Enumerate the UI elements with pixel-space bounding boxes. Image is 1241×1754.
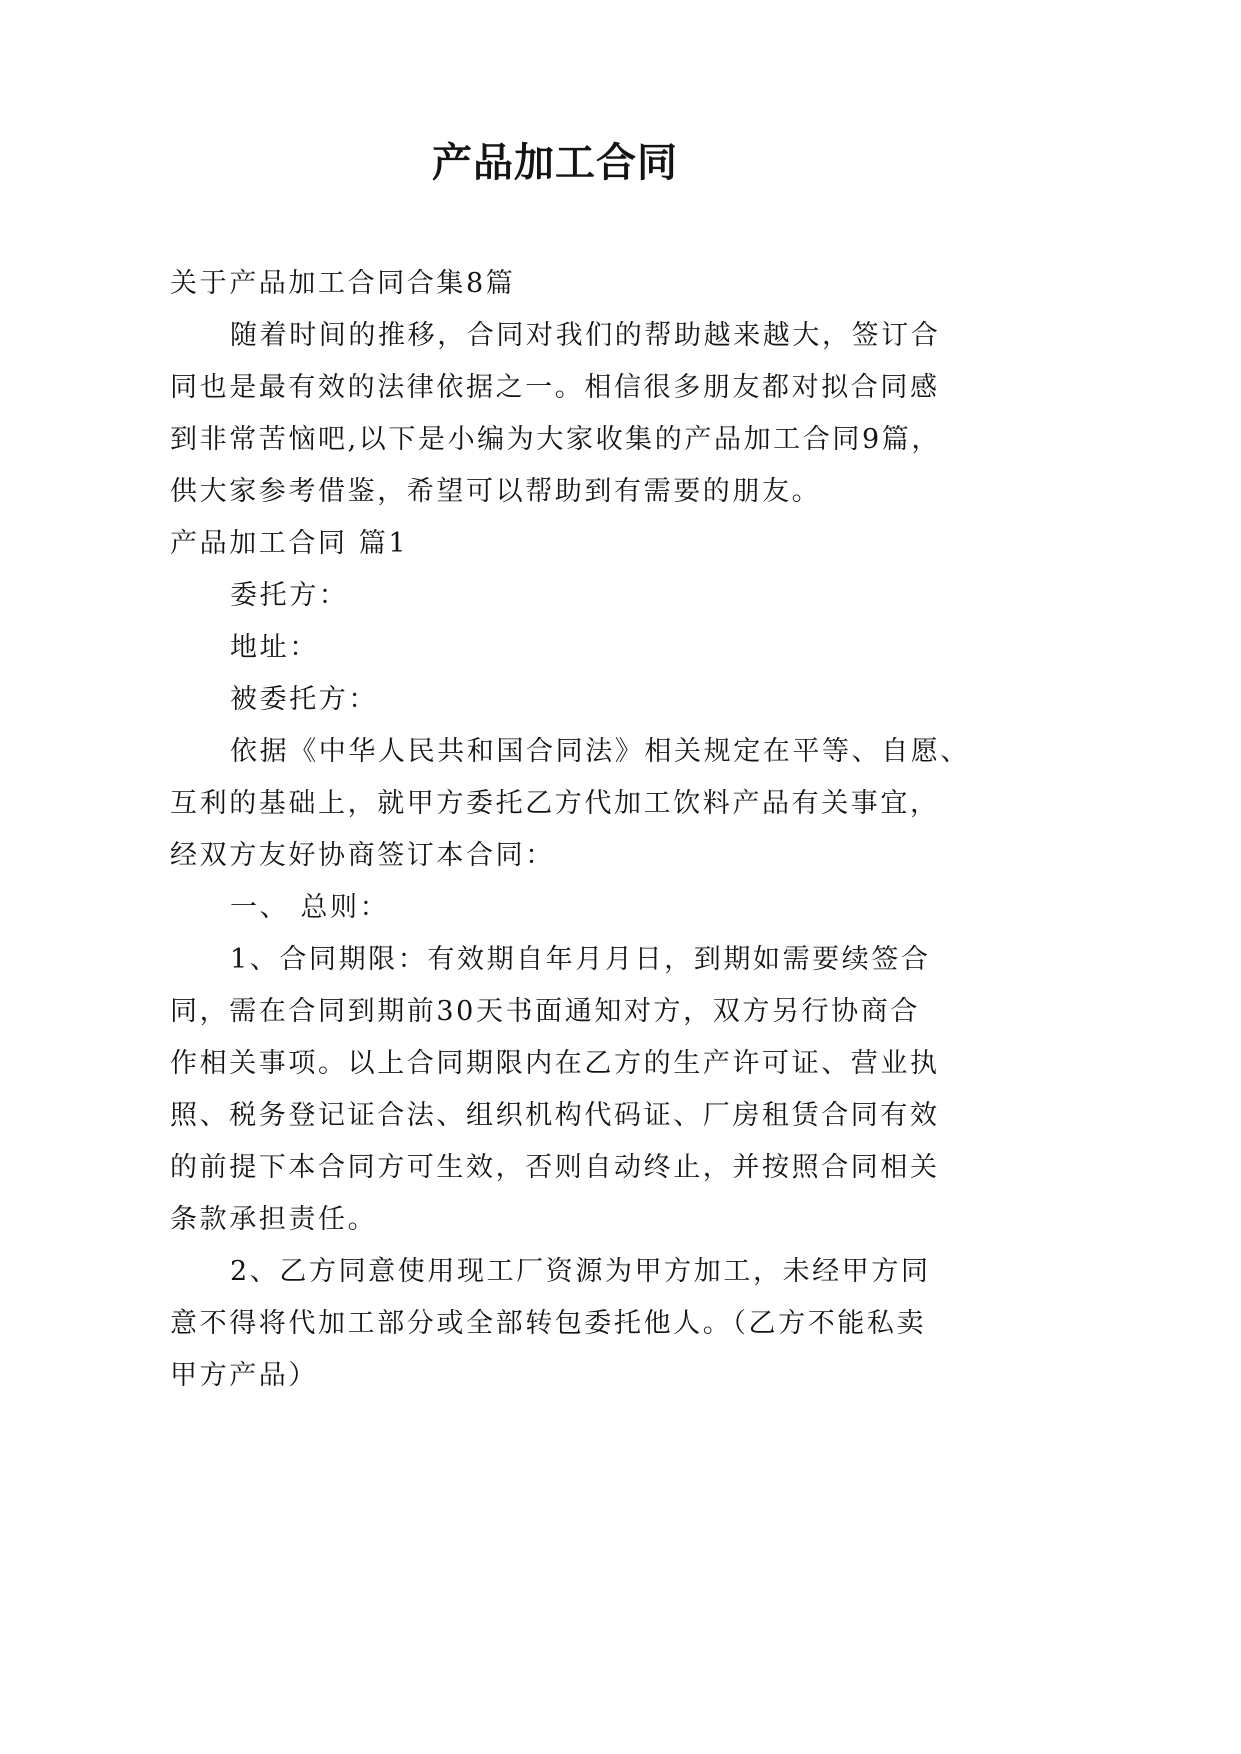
intro-paragraph-line: 到非常苦恼吧,以下是小编为大家收集的产品加工合同9篇， xyxy=(170,424,941,455)
intro-paragraph-line: 随着时间的推移，合同对我们的帮助越来越大，签订合 xyxy=(230,320,941,351)
clause-1-line: 同，需在合同到期前30天书面通知对方，双方另行协商合 xyxy=(170,996,920,1027)
clause-1-line: 1、合同期限：有效期自年月月日，到期如需要续签合 xyxy=(230,944,931,975)
clause-1-line: 作相关事项。以上合同期限内在乙方的生产许可证、营业执 xyxy=(170,1048,940,1079)
preamble-line: 互利的基础上，就甲方委托乙方代加工饮料产品有关事宜， xyxy=(170,788,940,819)
clause-2-line: 意不得将代加工部分或全部转包委托他人。（乙方不能私卖 xyxy=(170,1308,927,1339)
clause-2-line: 甲方产品） xyxy=(170,1360,318,1391)
intro-paragraph-line: 同也是最有效的法律依据之一。相信很多朋友都对拟合同感 xyxy=(170,372,940,403)
clause-2-line: 2、乙方同意使用现工厂资源为甲方加工，未经甲方同 xyxy=(230,1256,931,1287)
preamble-line: 依据《中华人民共和国合同法》相关规定在平等、自愿、 xyxy=(230,736,970,767)
article-heading: 产品加工合同 篇1 xyxy=(170,528,409,559)
preamble-line: 经双方友好协商签订本合同： xyxy=(170,840,555,871)
agent-party-field: 被委托方： xyxy=(230,684,378,715)
clause-1-line: 的前提下本合同方可生效，否则自动终止，并按照合同相关 xyxy=(170,1152,940,1183)
address-field: 地址： xyxy=(230,632,319,663)
clause-1-line: 条款承担责任。 xyxy=(170,1204,378,1235)
section-heading-general: 一、 总则： xyxy=(230,892,390,923)
clause-1-line: 照、税务登记证合法、组织机构代码证、厂房租赁合同有效 xyxy=(170,1100,940,1131)
document-title: 产品加工合同 xyxy=(432,139,678,186)
principal-party-field: 委托方： xyxy=(230,580,349,611)
intro-paragraph-line: 供大家参考借鉴，希望可以帮助到有需要的朋友。 xyxy=(170,476,822,507)
collection-heading: 关于产品加工合同合集8篇 xyxy=(170,268,516,299)
document-body xyxy=(170,258,970,1402)
